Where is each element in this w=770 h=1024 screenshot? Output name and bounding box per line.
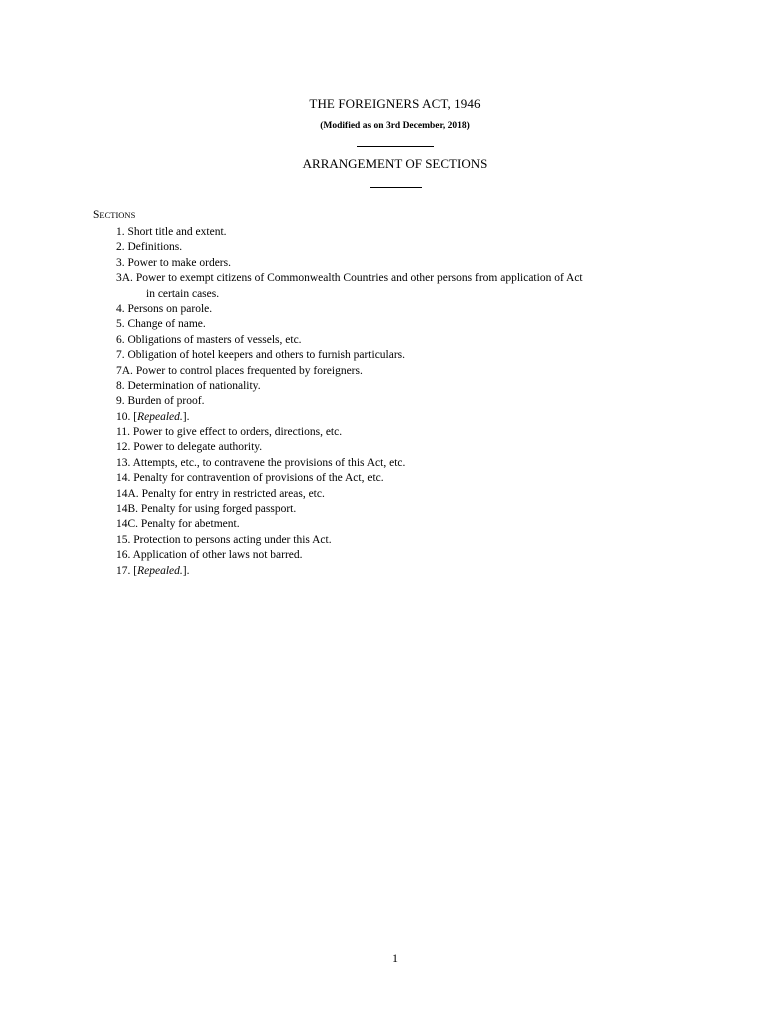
sections-label-initial: S bbox=[93, 209, 100, 221]
section-number: 4. bbox=[116, 302, 125, 315]
section-title-continuation: in certain cases. bbox=[146, 287, 220, 300]
section-title: Protection to persons acting under this Act. bbox=[133, 533, 332, 546]
toc-entry bbox=[116, 440, 716, 455]
toc-entry bbox=[116, 256, 716, 271]
section-number: 2. bbox=[116, 241, 125, 254]
toc-entry bbox=[116, 225, 716, 240]
toc-entry bbox=[116, 564, 716, 579]
section-number: 10. bbox=[116, 410, 131, 423]
section-title: Determination of nationality. bbox=[127, 379, 261, 392]
section-title: Attempts, etc., to contravene the provisions of this Act, etc. bbox=[132, 456, 406, 469]
section-title: Application of other laws not barred. bbox=[132, 549, 303, 562]
toc-entry bbox=[116, 302, 716, 317]
section-title: Burden of proof. bbox=[127, 395, 205, 408]
section-number: 7. bbox=[116, 349, 125, 362]
section-title: Short title and extent. bbox=[127, 226, 227, 238]
bracket-open: [ bbox=[133, 410, 138, 423]
section-title: Penalty for contravention of provisions of the Act, etc. bbox=[133, 472, 384, 485]
heading-divider bbox=[370, 187, 422, 188]
toc-entry bbox=[116, 548, 716, 563]
modified-note: (Modified as on 3rd December, 2018) bbox=[320, 121, 470, 131]
section-number: 16. bbox=[116, 549, 131, 562]
toc-entry bbox=[116, 317, 716, 332]
section-title: Persons on parole. bbox=[127, 302, 213, 315]
toc-entry bbox=[116, 394, 716, 409]
bracket-open: [ bbox=[133, 564, 138, 577]
act-title: THE FOREIGNERS ACT, 1946 bbox=[309, 96, 481, 111]
section-number: 14C. bbox=[116, 518, 139, 531]
toc-entry bbox=[116, 471, 716, 486]
toc-entry bbox=[116, 333, 716, 348]
toc-entry bbox=[116, 271, 716, 302]
toc-entry bbox=[116, 456, 716, 471]
section-number: 1. bbox=[116, 226, 125, 238]
section-number: 14A. bbox=[116, 487, 139, 500]
section-title: Obligation of hotel keepers and others to furnish particulars. bbox=[127, 349, 406, 362]
toc-entry bbox=[116, 533, 716, 548]
toc-entry bbox=[116, 425, 716, 440]
section-number: 12. bbox=[116, 441, 131, 454]
section-number: 14. bbox=[116, 472, 131, 485]
section-number: 17. bbox=[116, 564, 131, 577]
section-title: Power to give effect to orders, directions, etc. bbox=[132, 426, 343, 439]
section-title: Power to control places frequented by foreigners. bbox=[135, 364, 363, 377]
section-number: 7A. bbox=[116, 364, 133, 377]
toc-entry bbox=[116, 240, 716, 255]
bracket-close: ]. bbox=[182, 564, 190, 577]
section-number: 6. bbox=[116, 333, 125, 346]
title-divider bbox=[357, 146, 434, 147]
toc-entry bbox=[116, 487, 716, 502]
section-number: 8. bbox=[116, 379, 125, 392]
section-number: 11. bbox=[116, 426, 130, 439]
repealed-text: Repealed. bbox=[137, 564, 183, 577]
toc-entry bbox=[116, 517, 716, 532]
toc-entry bbox=[116, 348, 716, 363]
section-title: Change of name. bbox=[127, 318, 206, 331]
section-number: 5. bbox=[116, 318, 125, 331]
toc-entry bbox=[116, 364, 716, 379]
section-title: Penalty for abetment. bbox=[140, 518, 240, 531]
section-number: 13. bbox=[116, 456, 131, 469]
arrangement-heading: ARRANGEMENT OF SECTIONS bbox=[302, 156, 488, 171]
bracket-close: ]. bbox=[182, 410, 190, 423]
section-title: Power to exempt citizens of Commonwealth Countries and other persons from application of Act bbox=[135, 272, 583, 285]
section-title: Penalty for entry in restricted areas, etc. bbox=[141, 487, 325, 500]
section-title: Power to delegate authority. bbox=[133, 441, 263, 454]
section-title: Power to make orders. bbox=[127, 256, 231, 269]
sections-label-rest: ECTIONS bbox=[99, 210, 136, 220]
toc-entry bbox=[116, 410, 716, 425]
section-number: 3A. bbox=[116, 272, 133, 285]
toc-entry bbox=[116, 379, 716, 394]
sections-label bbox=[93, 209, 135, 221]
section-number: 9. bbox=[116, 395, 125, 408]
repealed-text: Repealed. bbox=[137, 410, 183, 423]
section-number: 3. bbox=[116, 256, 125, 269]
section-number: 15. bbox=[116, 533, 131, 546]
section-title: Penalty for using forged passport. bbox=[140, 503, 297, 516]
page-number: 1 bbox=[392, 951, 398, 965]
section-title: Obligations of masters of vessels, etc. bbox=[127, 333, 302, 346]
sections-list bbox=[116, 225, 716, 579]
section-title: Definitions. bbox=[127, 241, 183, 254]
section-number: 14B. bbox=[116, 503, 139, 516]
toc-entry bbox=[116, 502, 716, 517]
